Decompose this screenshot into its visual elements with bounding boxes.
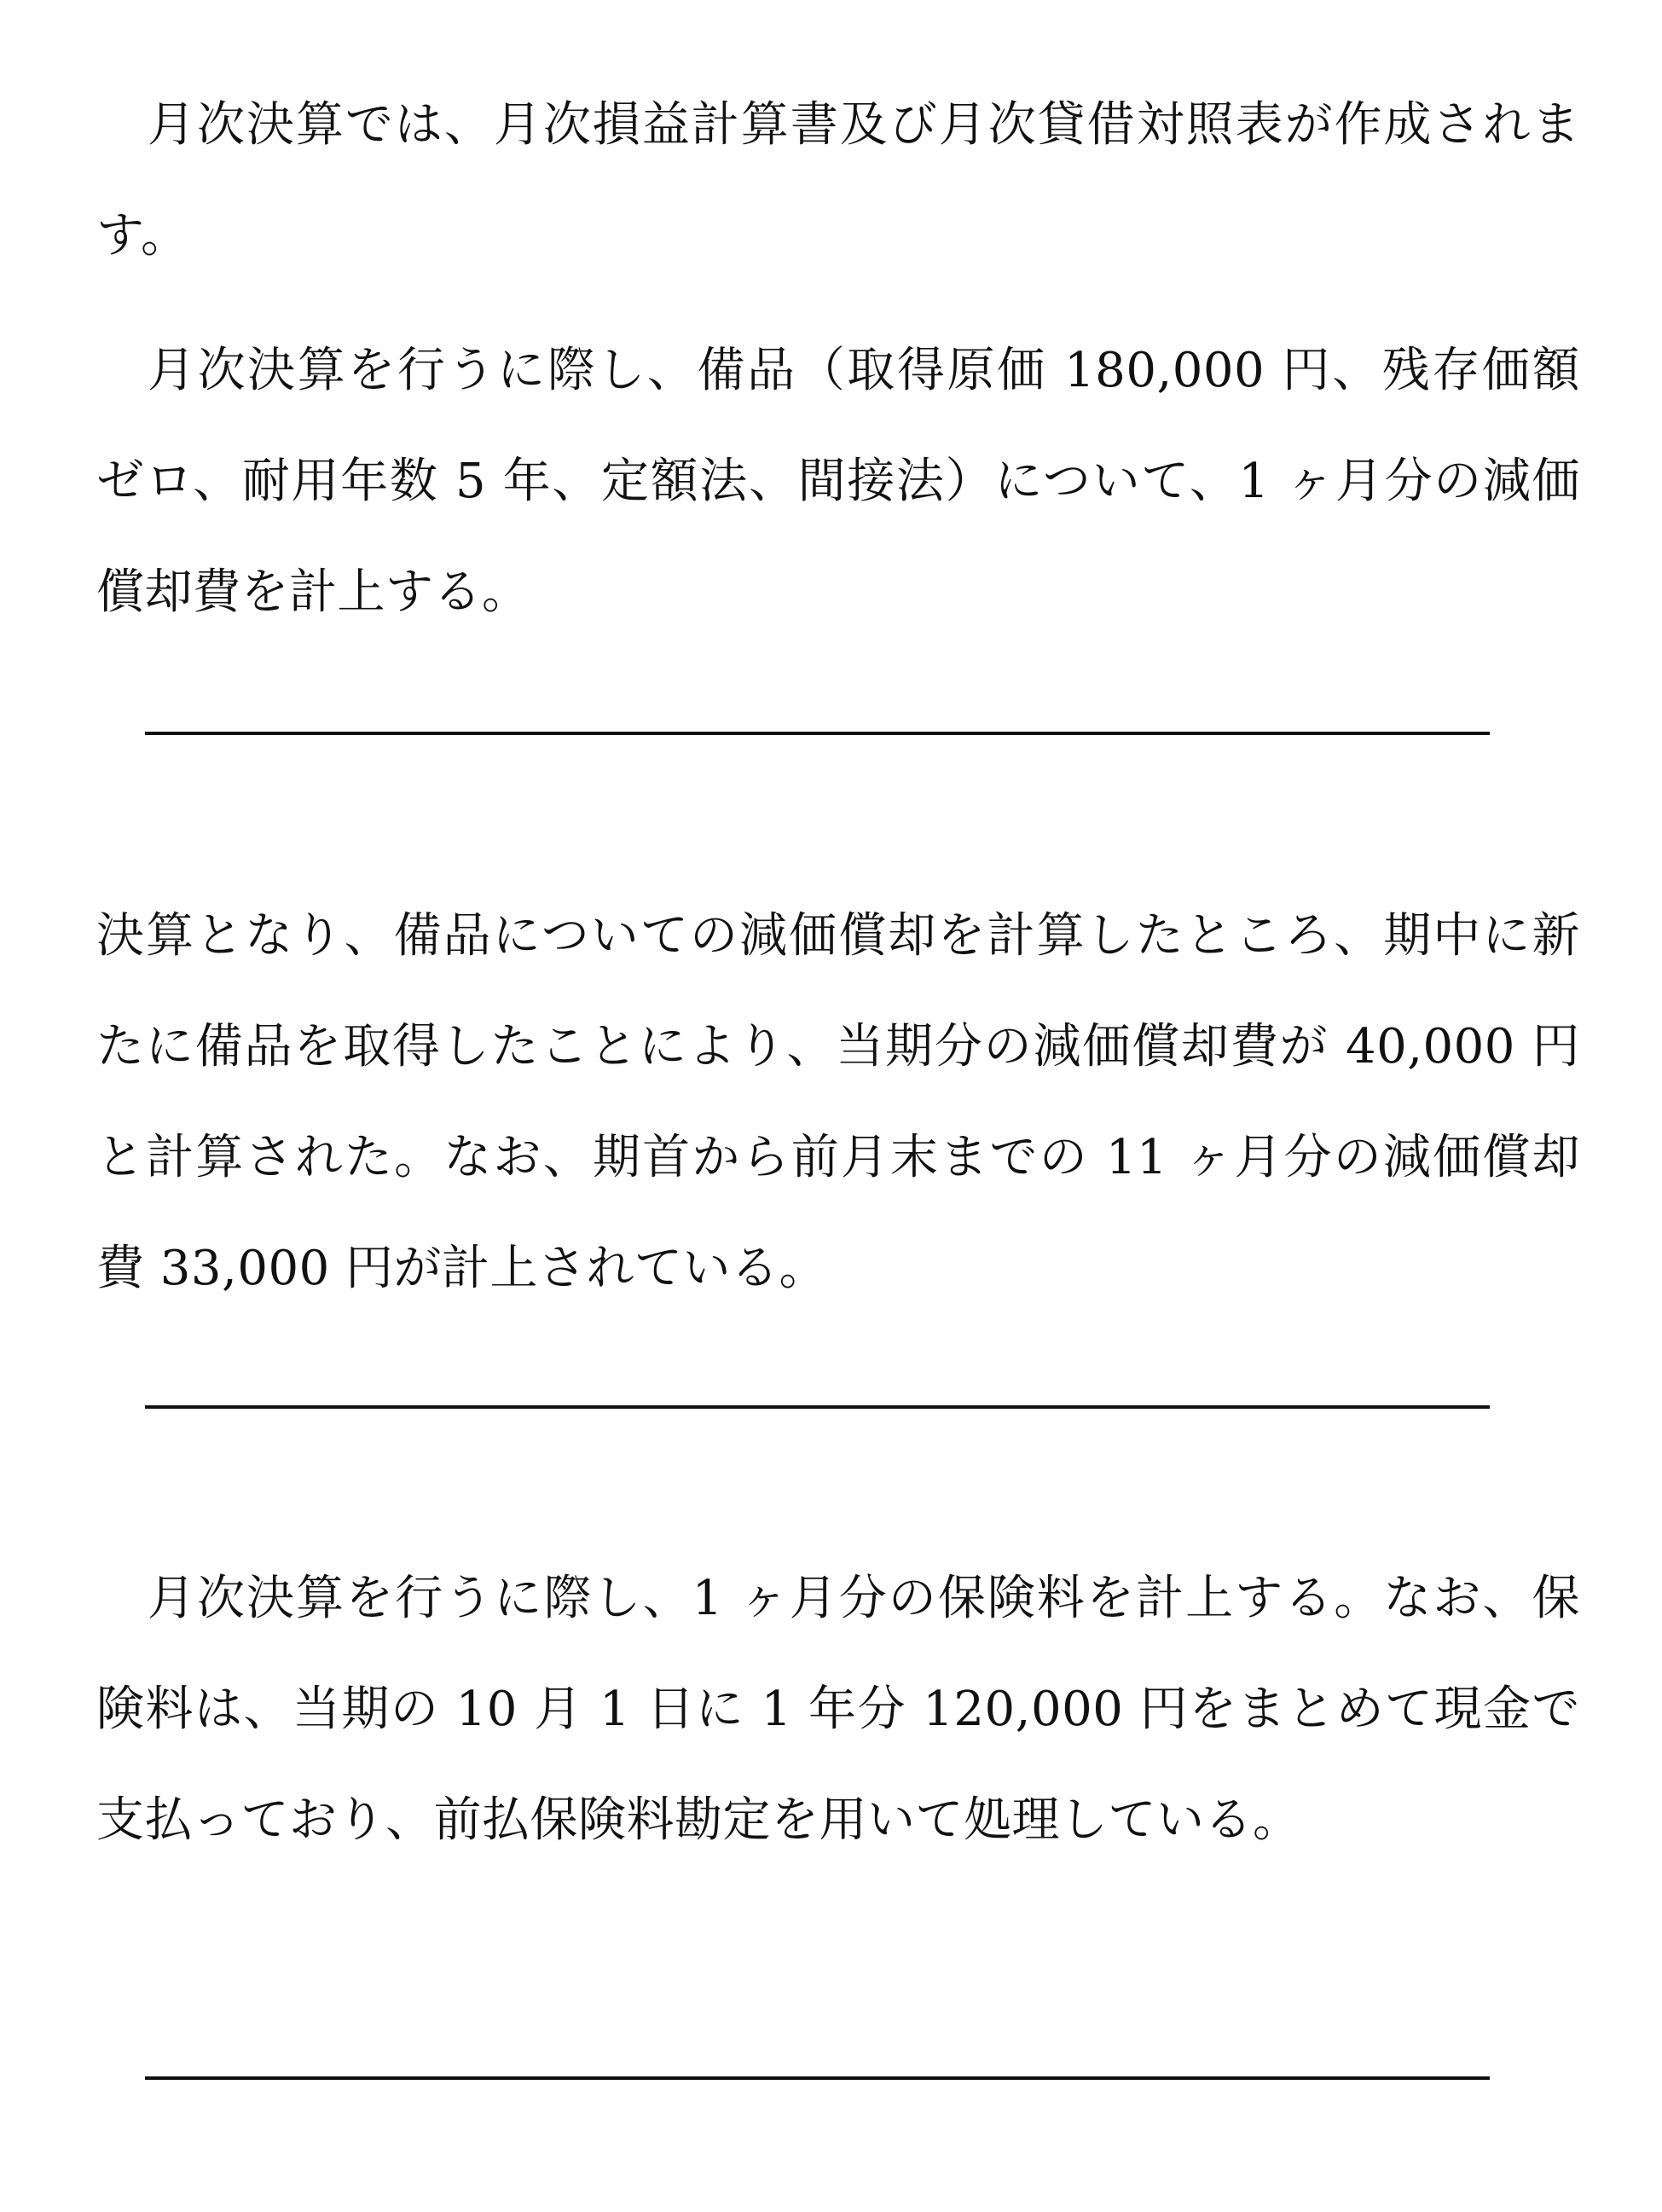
question-1-text: 月次決算を行うに際し、備品（取得原価 180,000 円、残存価額ゼロ、耐用年数 5 年、定額法、間接法）について、1 ヶ月分の減価償却費を計上する。 (96, 343, 1580, 620)
answer-line-2 (145, 1405, 1490, 1409)
answer-line-1 (145, 732, 1490, 735)
question-3-text: 月次決算を行うに際し、1 ヶ月分の保険料を計上する。なお、保険料は、当期の 10 月 1 日に 1 年分 120,000 円をまとめて現金で支払っており、前払保険料勘定を用いて処理している。 (96, 1571, 1580, 1848)
answer-line-3 (145, 2076, 1490, 2080)
question-2-text: 決算となり、備品についての減価償却を計算したところ、期中に新たに備品を取得したことにより、当期分の減価償却費が 40,000 円と計算された。なお、期首から前月末までの 11 ヶ月分の減価償却費 33,000 円が計上されている。 (96, 908, 1580, 1296)
intro-paragraph: 月次決算では、月次損益計算書及び月次貸借対照表が作成されます。 (96, 97, 1581, 263)
